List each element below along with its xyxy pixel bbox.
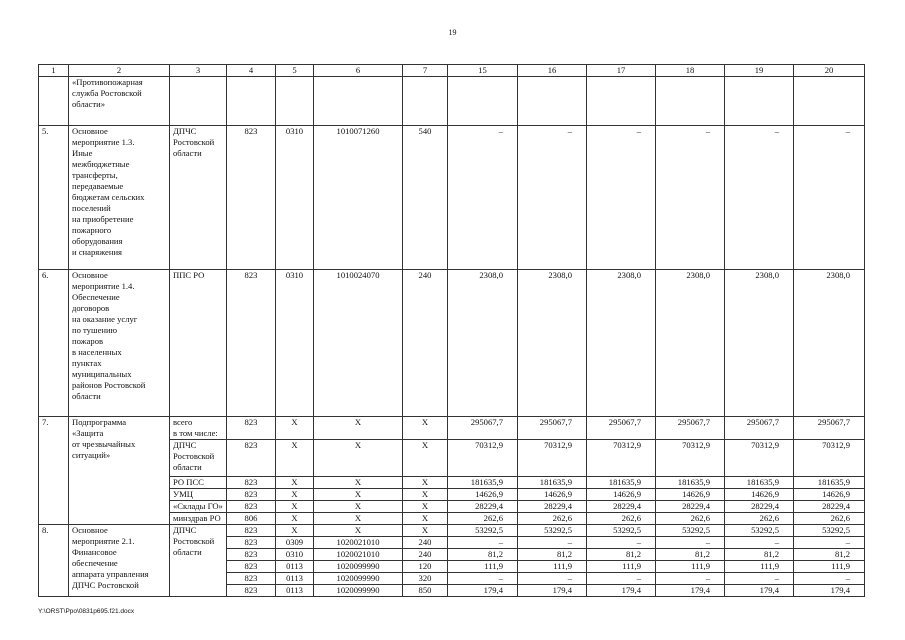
row-r7-0: [39, 417, 865, 440]
amount-cell: –: [518, 573, 587, 585]
table-cell: Х: [403, 513, 448, 525]
executor: ППС РО: [170, 270, 227, 417]
executor: ДПЧС Ростовской области: [170, 525, 227, 597]
table-cell: [448, 77, 518, 126]
amount-cell: 53292,5: [794, 525, 865, 537]
budget-table: [38, 64, 865, 597]
table-cell: Х: [403, 440, 448, 477]
table-cell: [227, 77, 276, 126]
table-cell: Х: [314, 525, 403, 537]
header-cell: 4: [227, 65, 276, 77]
table-cell: Х: [403, 417, 448, 440]
table-cell: 823: [227, 573, 276, 585]
amount-cell: 70312,9: [725, 440, 794, 477]
amount-cell: 295067,7: [448, 417, 518, 440]
header-row: [39, 65, 865, 77]
header-cell: 15: [448, 65, 518, 77]
amount-cell: 179,4: [587, 585, 656, 597]
amount-cell: 70312,9: [587, 440, 656, 477]
executor: всего в том числе:: [170, 417, 227, 440]
amount-cell: 179,4: [518, 585, 587, 597]
amount-cell: 14626,9: [794, 489, 865, 501]
amount-cell: 179,4: [448, 585, 518, 597]
table-cell: Х: [276, 477, 314, 489]
amount-cell: 53292,5: [518, 525, 587, 537]
table-cell: Х: [276, 489, 314, 501]
header-cell: 5: [276, 65, 314, 77]
amount-cell: 262,6: [656, 513, 725, 525]
amount-cell: –: [518, 126, 587, 270]
amount-cell: 81,2: [518, 549, 587, 561]
amount-cell: 179,4: [656, 585, 725, 597]
amount-cell: –: [656, 573, 725, 585]
amount-cell: 262,6: [518, 513, 587, 525]
amount-cell: 262,6: [794, 513, 865, 525]
table-cell: 0310: [276, 549, 314, 561]
table-cell: Х: [276, 501, 314, 513]
amount-cell: 81,2: [448, 549, 518, 561]
measure-name: «Противопожарная служба Ростовской области»: [69, 77, 170, 126]
table-cell: 1020099990: [314, 585, 403, 597]
executor: ДПЧС Ростовской области: [170, 440, 227, 477]
amount-cell: –: [587, 537, 656, 549]
amount-cell: 53292,5: [448, 525, 518, 537]
table-cell: Х: [276, 525, 314, 537]
amount-cell: –: [794, 573, 865, 585]
executor: УМЦ: [170, 489, 227, 501]
row-number: 7.: [39, 417, 69, 525]
table-cell: [314, 77, 403, 126]
table-cell: Х: [403, 525, 448, 537]
row-number: 8.: [39, 525, 69, 597]
table-cell: Х: [314, 477, 403, 489]
amount-cell: 28229,4: [448, 501, 518, 513]
header-cell: 3: [170, 65, 227, 77]
header-cell: 19: [725, 65, 794, 77]
amount-cell: 28229,4: [587, 501, 656, 513]
amount-cell: 14626,9: [518, 489, 587, 501]
table-cell: Х: [276, 513, 314, 525]
table-cell: 1020021010: [314, 537, 403, 549]
table-cell: 1020099990: [314, 561, 403, 573]
table-cell: 823: [227, 561, 276, 573]
amount-cell: 28229,4: [656, 501, 725, 513]
amount-cell: 70312,9: [518, 440, 587, 477]
amount-cell: 181635,9: [518, 477, 587, 489]
amount-cell: 28229,4: [725, 501, 794, 513]
amount-cell: 81,2: [587, 549, 656, 561]
amount-cell: –: [656, 537, 725, 549]
amount-cell: 70312,9: [448, 440, 518, 477]
amount-cell: 181635,9: [587, 477, 656, 489]
table-cell: [794, 77, 865, 126]
amount-cell: –: [448, 537, 518, 549]
measure-name: Подпрограмма «Защита от чрезвычайных ситуаций»: [69, 417, 170, 525]
table-cell: 0113: [276, 561, 314, 573]
amount-cell: 2308,0: [448, 270, 518, 417]
amount-cell: –: [794, 126, 865, 270]
header-cell: 6: [314, 65, 403, 77]
table-cell: 823: [227, 585, 276, 597]
table-cell: [170, 77, 227, 126]
amount-cell: 70312,9: [794, 440, 865, 477]
table-cell: 0309: [276, 537, 314, 549]
table-cell: 0310: [276, 270, 314, 417]
amount-cell: –: [448, 573, 518, 585]
table-cell: [403, 77, 448, 126]
amount-cell: 70312,9: [656, 440, 725, 477]
amount-cell: 14626,9: [587, 489, 656, 501]
table-cell: 240: [403, 270, 448, 417]
header-cell: 16: [518, 65, 587, 77]
table-cell: 0310: [276, 126, 314, 270]
amount-cell: 14626,9: [448, 489, 518, 501]
table-cell: [39, 77, 69, 126]
amount-cell: 111,9: [518, 561, 587, 573]
table-cell: 120: [403, 561, 448, 573]
table-cell: 823: [227, 440, 276, 477]
table-cell: Х: [314, 513, 403, 525]
table-cell: Х: [314, 417, 403, 440]
table-cell: 823: [227, 537, 276, 549]
amount-cell: 14626,9: [656, 489, 725, 501]
measure-name: Основное мероприятие 1.4. Обеспечение договоров на оказание услуг по тушению пожаров в населенных пунктах муниципальных районов Ростовской области: [69, 270, 170, 417]
page-number: 19: [448, 28, 457, 37]
amount-cell: 53292,5: [587, 525, 656, 537]
amount-cell: 111,9: [587, 561, 656, 573]
executor: ДПЧС Ростовской области: [170, 126, 227, 270]
table-cell: Х: [314, 501, 403, 513]
amount-cell: –: [725, 573, 794, 585]
executor: РО ПСС: [170, 477, 227, 489]
table-cell: Х: [403, 489, 448, 501]
table-cell: Х: [276, 440, 314, 477]
measure-name: Основное мероприятие 2.1. Финансовое обеспечение аппарата управления ДПЧС Ростовской: [69, 525, 170, 597]
amount-cell: 295067,7: [518, 417, 587, 440]
header-cell: 17: [587, 65, 656, 77]
amount-cell: 81,2: [725, 549, 794, 561]
table-cell: [518, 77, 587, 126]
amount-cell: 295067,7: [725, 417, 794, 440]
amount-cell: 2308,0: [656, 270, 725, 417]
amount-cell: 295067,7: [794, 417, 865, 440]
amount-cell: –: [725, 537, 794, 549]
measure-name: Основное мероприятие 1.3. Иные межбюджетные трансферты, передаваемые бюджетам сельских поселений на приобретение пожарного оборудования и снаряжения: [69, 126, 170, 270]
header-cell: 20: [794, 65, 865, 77]
amount-cell: 295067,7: [656, 417, 725, 440]
amount-cell: 295067,7: [587, 417, 656, 440]
amount-cell: 111,9: [725, 561, 794, 573]
amount-cell: –: [448, 126, 518, 270]
row-r6: [39, 270, 865, 417]
executor: минздрав РО: [170, 513, 227, 525]
table-cell: 823: [227, 126, 276, 270]
table-cell: 320: [403, 573, 448, 585]
amount-cell: 14626,9: [725, 489, 794, 501]
amount-cell: –: [587, 126, 656, 270]
table-cell: 1010071260: [314, 126, 403, 270]
amount-cell: –: [518, 537, 587, 549]
table-cell: Х: [314, 440, 403, 477]
table-cell: 823: [227, 477, 276, 489]
amount-cell: 2308,0: [518, 270, 587, 417]
amount-cell: 181635,9: [448, 477, 518, 489]
table-cell: Х: [403, 477, 448, 489]
table-cell: Х: [314, 489, 403, 501]
header-cell: 1: [39, 65, 69, 77]
amount-cell: 28229,4: [518, 501, 587, 513]
amount-cell: 181635,9: [656, 477, 725, 489]
row-number: 5.: [39, 126, 69, 270]
table-cell: 1010024070: [314, 270, 403, 417]
table-cell: 0113: [276, 573, 314, 585]
amount-cell: 53292,5: [656, 525, 725, 537]
header-cell: 7: [403, 65, 448, 77]
table-cell: 240: [403, 537, 448, 549]
table-cell: 1020099990: [314, 573, 403, 585]
table-cell: [725, 77, 794, 126]
footer-file-path: Y:\ORST\Ppo\0831p695.f21.docx: [38, 608, 135, 615]
table-cell: [276, 77, 314, 126]
amount-cell: 181635,9: [794, 477, 865, 489]
amount-cell: –: [725, 126, 794, 270]
amount-cell: 262,6: [587, 513, 656, 525]
table-cell: Х: [276, 417, 314, 440]
table-cell: 850: [403, 585, 448, 597]
table-cell: 806: [227, 513, 276, 525]
amount-cell: 2308,0: [725, 270, 794, 417]
table-cell: 823: [227, 549, 276, 561]
table-cell: 823: [227, 525, 276, 537]
row-r5: [39, 126, 865, 270]
table-cell: 1020021010: [314, 549, 403, 561]
table-cell: 823: [227, 501, 276, 513]
amount-cell: 262,6: [725, 513, 794, 525]
row-r8-0: [39, 525, 865, 537]
amount-cell: 111,9: [794, 561, 865, 573]
row-number: 6.: [39, 270, 69, 417]
table-cell: 240: [403, 549, 448, 561]
table-cell: [656, 77, 725, 126]
amount-cell: 81,2: [656, 549, 725, 561]
table-cell: 823: [227, 270, 276, 417]
amount-cell: 2308,0: [587, 270, 656, 417]
amount-cell: –: [656, 126, 725, 270]
continuation-row: [39, 77, 865, 126]
table-cell: 823: [227, 489, 276, 501]
header-cell: 18: [656, 65, 725, 77]
amount-cell: 81,2: [794, 549, 865, 561]
amount-cell: 111,9: [656, 561, 725, 573]
amount-cell: 53292,5: [725, 525, 794, 537]
amount-cell: 262,6: [448, 513, 518, 525]
executor: «Склады ГО»: [170, 501, 227, 513]
amount-cell: 2308,0: [794, 270, 865, 417]
table-cell: 540: [403, 126, 448, 270]
table-cell: Х: [403, 501, 448, 513]
amount-cell: 179,4: [725, 585, 794, 597]
amount-cell: –: [794, 537, 865, 549]
table-cell: [587, 77, 656, 126]
amount-cell: 28229,4: [794, 501, 865, 513]
table-cell: 823: [227, 417, 276, 440]
amount-cell: 111,9: [448, 561, 518, 573]
amount-cell: 181635,9: [725, 477, 794, 489]
amount-cell: –: [587, 573, 656, 585]
header-cell: 2: [69, 65, 170, 77]
amount-cell: 179,4: [794, 585, 865, 597]
table-cell: 0113: [276, 585, 314, 597]
